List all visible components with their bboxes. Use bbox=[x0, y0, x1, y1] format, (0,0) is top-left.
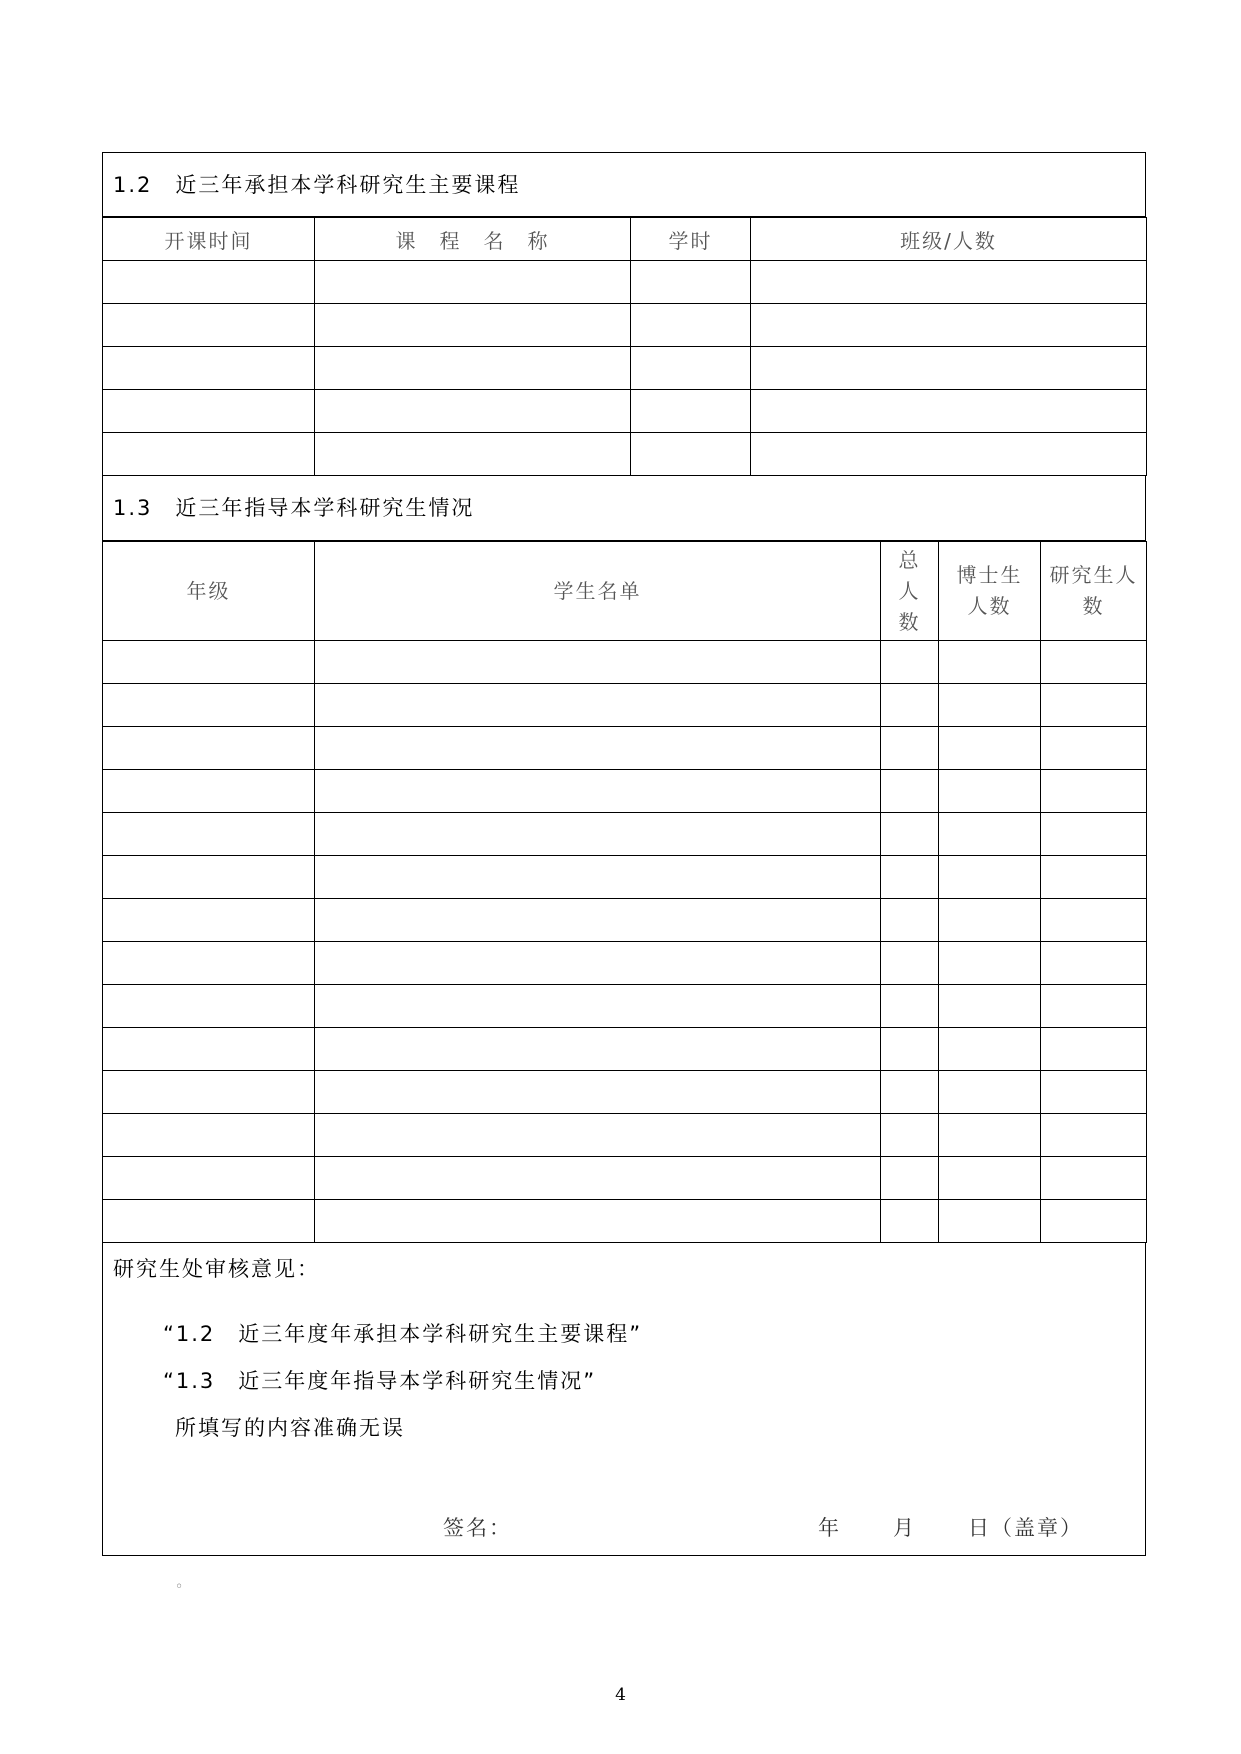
table-cell[interactable] bbox=[939, 1071, 1041, 1114]
table-cell[interactable] bbox=[751, 261, 1147, 304]
table-cell[interactable] bbox=[939, 770, 1041, 813]
table-row bbox=[103, 433, 1147, 476]
table-cell[interactable] bbox=[1041, 1200, 1147, 1243]
table-cell[interactable] bbox=[315, 347, 631, 390]
table-row bbox=[103, 813, 1147, 856]
table-row bbox=[103, 942, 1147, 985]
table-cell[interactable] bbox=[315, 727, 881, 770]
table-row bbox=[103, 304, 1147, 347]
table-cell[interactable] bbox=[881, 770, 939, 813]
table-cell[interactable] bbox=[315, 433, 631, 476]
table-row bbox=[103, 899, 1147, 942]
table-cell[interactable] bbox=[631, 261, 751, 304]
table-cell[interactable] bbox=[315, 770, 881, 813]
col-class-size: 班级/人数 bbox=[751, 218, 1147, 261]
table-cell[interactable] bbox=[939, 985, 1041, 1028]
stray-mark: ◦ bbox=[175, 1579, 184, 1595]
table-cell[interactable] bbox=[939, 1200, 1041, 1243]
table-cell[interactable] bbox=[881, 856, 939, 899]
table-cell[interactable] bbox=[881, 1028, 939, 1071]
table-cell[interactable] bbox=[1041, 899, 1147, 942]
table-cell[interactable] bbox=[315, 261, 631, 304]
table-row bbox=[103, 856, 1147, 899]
col-total-count: 总 人 数 bbox=[881, 542, 939, 641]
col-course-name: 课 程 名 称 bbox=[315, 218, 631, 261]
table-cell[interactable] bbox=[1041, 1028, 1147, 1071]
table-cell[interactable] bbox=[315, 1071, 881, 1114]
table-row bbox=[103, 347, 1147, 390]
review-line-1: “1.2 近三年度年承担本学科研究生主要课程” bbox=[163, 1322, 643, 1346]
section-1-3-heading: 1.3 近三年指导本学科研究生情况 bbox=[102, 476, 1146, 541]
col-course-hours: 学时 bbox=[631, 218, 751, 261]
table-cell[interactable] bbox=[103, 641, 315, 684]
table-row bbox=[103, 1114, 1147, 1157]
signature-label: 签名： bbox=[443, 1516, 512, 1540]
table-cell[interactable] bbox=[939, 942, 1041, 985]
table-row bbox=[103, 1071, 1147, 1114]
day-stamp-label: 日（盖章） bbox=[968, 1516, 1083, 1540]
table-cell[interactable] bbox=[103, 727, 315, 770]
table-cell[interactable] bbox=[631, 433, 751, 476]
table-cell[interactable] bbox=[1041, 641, 1147, 684]
table-cell[interactable] bbox=[939, 1157, 1041, 1200]
table-cell[interactable] bbox=[881, 985, 939, 1028]
table-cell[interactable] bbox=[881, 727, 939, 770]
table-row bbox=[103, 390, 1147, 433]
table-cell[interactable] bbox=[1041, 1114, 1147, 1157]
table-cell[interactable] bbox=[751, 347, 1147, 390]
table-cell[interactable] bbox=[103, 899, 315, 942]
table-cell[interactable] bbox=[1041, 813, 1147, 856]
table-cell[interactable] bbox=[315, 1200, 881, 1243]
table-cell[interactable] bbox=[103, 1071, 315, 1114]
courses-header-row bbox=[103, 218, 1147, 261]
table-cell[interactable] bbox=[315, 985, 881, 1028]
table-cell[interactable] bbox=[1041, 770, 1147, 813]
table-cell[interactable] bbox=[881, 684, 939, 727]
table-row bbox=[103, 985, 1147, 1028]
table-cell[interactable] bbox=[103, 1028, 315, 1071]
student-rows bbox=[103, 641, 1147, 1243]
table-cell[interactable] bbox=[103, 1114, 315, 1157]
table-cell[interactable] bbox=[315, 1157, 881, 1200]
students-table bbox=[102, 541, 1147, 1243]
table-cell[interactable] bbox=[103, 433, 315, 476]
form-sheet bbox=[102, 152, 1146, 1556]
table-cell[interactable] bbox=[103, 856, 315, 899]
col-grade: 年级 bbox=[103, 542, 315, 641]
table-cell[interactable] bbox=[103, 304, 315, 347]
table-cell[interactable] bbox=[103, 261, 315, 304]
table-cell[interactable] bbox=[881, 641, 939, 684]
table-cell[interactable] bbox=[315, 942, 881, 985]
table-cell[interactable] bbox=[751, 433, 1147, 476]
table-cell[interactable] bbox=[1041, 856, 1147, 899]
table-row bbox=[103, 261, 1147, 304]
table-cell[interactable] bbox=[939, 1114, 1041, 1157]
col-student-list: 学生名单 bbox=[315, 542, 881, 641]
table-cell[interactable] bbox=[1041, 727, 1147, 770]
table-row bbox=[103, 641, 1147, 684]
table-cell[interactable] bbox=[315, 813, 881, 856]
section-1-2-heading: 1.2 近三年承担本学科研究生主要课程 bbox=[102, 152, 1146, 217]
table-cell[interactable] bbox=[315, 899, 881, 942]
table-cell[interactable] bbox=[103, 347, 315, 390]
table-cell[interactable] bbox=[939, 1028, 1041, 1071]
table-cell[interactable] bbox=[751, 390, 1147, 433]
year-label: 年 bbox=[818, 1516, 841, 1540]
table-cell[interactable] bbox=[881, 899, 939, 942]
table-cell[interactable] bbox=[631, 390, 751, 433]
table-cell[interactable] bbox=[103, 942, 315, 985]
table-cell[interactable] bbox=[315, 1028, 881, 1071]
courses-table bbox=[102, 217, 1147, 476]
review-line-3: 所填写的内容准确无误 bbox=[175, 1416, 405, 1440]
table-cell[interactable] bbox=[631, 347, 751, 390]
table-cell[interactable] bbox=[103, 985, 315, 1028]
table-row bbox=[103, 1157, 1147, 1200]
table-row bbox=[103, 1200, 1147, 1243]
table-cell[interactable] bbox=[1041, 942, 1147, 985]
table-cell[interactable] bbox=[881, 942, 939, 985]
table-row bbox=[103, 727, 1147, 770]
table-cell[interactable] bbox=[939, 727, 1041, 770]
table-cell[interactable] bbox=[939, 641, 1041, 684]
table-cell[interactable] bbox=[315, 856, 881, 899]
table-cell[interactable] bbox=[103, 770, 315, 813]
review-section bbox=[102, 1243, 1146, 1556]
table-cell[interactable] bbox=[103, 1157, 315, 1200]
table-cell[interactable] bbox=[103, 390, 315, 433]
review-line-2: “1.3 近三年度年指导本学科研究生情况” bbox=[163, 1369, 597, 1393]
table-cell[interactable] bbox=[881, 1200, 939, 1243]
table-cell[interactable] bbox=[881, 1071, 939, 1114]
table-cell[interactable] bbox=[939, 856, 1041, 899]
table-cell[interactable] bbox=[881, 1157, 939, 1200]
table-row bbox=[103, 1028, 1147, 1071]
table-row bbox=[103, 770, 1147, 813]
table-cell[interactable] bbox=[315, 641, 881, 684]
table-cell[interactable] bbox=[103, 1200, 315, 1243]
table-cell[interactable] bbox=[315, 1114, 881, 1157]
table-cell[interactable] bbox=[315, 390, 631, 433]
students-header-row bbox=[103, 542, 1147, 641]
table-row bbox=[103, 684, 1147, 727]
month-label: 月 bbox=[893, 1516, 916, 1540]
table-cell[interactable] bbox=[751, 304, 1147, 347]
table-cell[interactable] bbox=[103, 684, 315, 727]
table-cell[interactable] bbox=[631, 304, 751, 347]
table-cell[interactable] bbox=[1041, 684, 1147, 727]
col-grad-count: 研究生人 数 bbox=[1041, 542, 1147, 641]
col-phd-count: 博士生 人数 bbox=[939, 542, 1041, 641]
table-cell[interactable] bbox=[315, 304, 631, 347]
table-cell[interactable] bbox=[881, 1114, 939, 1157]
table-cell[interactable] bbox=[1041, 1157, 1147, 1200]
table-cell[interactable] bbox=[881, 813, 939, 856]
table-cell[interactable] bbox=[939, 684, 1041, 727]
page-number: 4 bbox=[615, 1685, 626, 1705]
review-title: 研究生处审核意见： bbox=[113, 1257, 320, 1281]
table-cell[interactable] bbox=[1041, 1071, 1147, 1114]
table-cell[interactable] bbox=[1041, 985, 1147, 1028]
col-course-time: 开课时间 bbox=[103, 218, 315, 261]
table-cell[interactable] bbox=[939, 813, 1041, 856]
table-cell[interactable] bbox=[315, 684, 881, 727]
table-cell[interactable] bbox=[939, 899, 1041, 942]
table-cell[interactable] bbox=[103, 813, 315, 856]
